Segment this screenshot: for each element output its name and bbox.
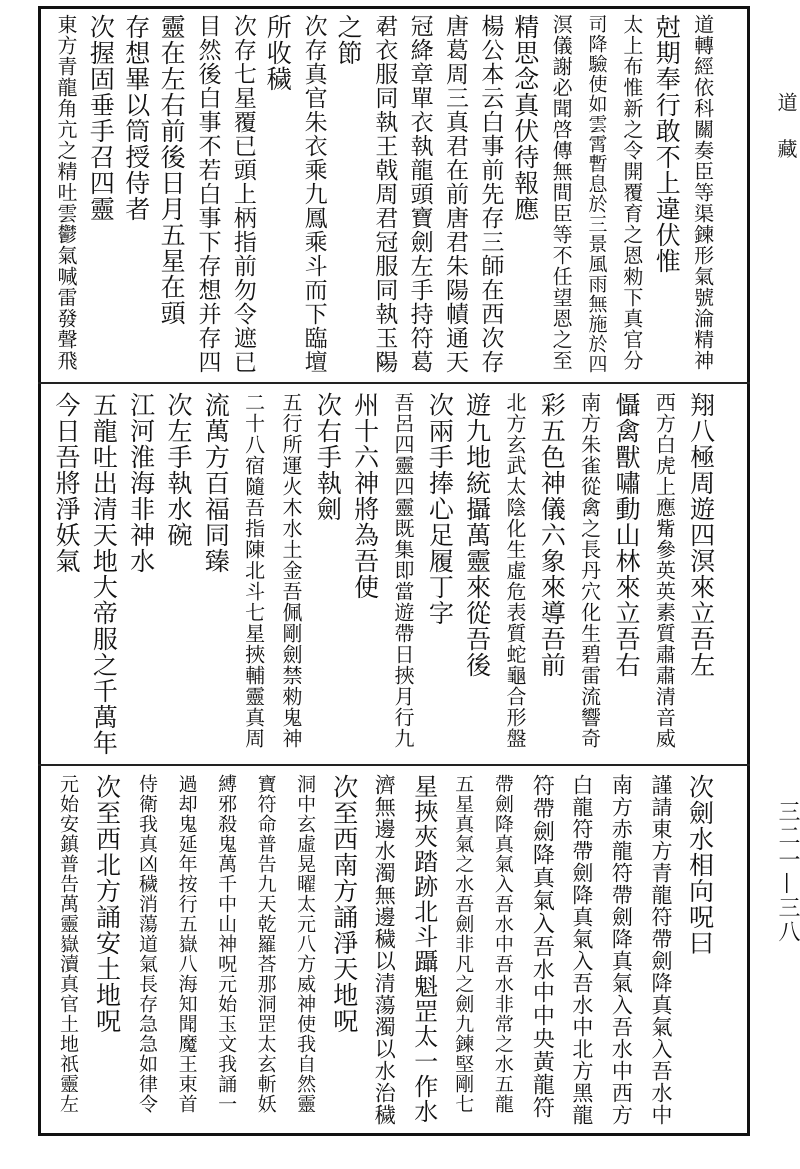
text-column: 翔八極周遊四溟來立吾左: [686, 392, 716, 678]
text-column: 次至西北方誦安土地呪: [92, 774, 122, 1034]
text-column: 次右手執劍: [313, 392, 343, 522]
text-column: 次存真官朱衣乘九鳳乘斗而下臨壇: [300, 14, 327, 374]
text-column: 精思念真伏待報應: [510, 14, 540, 222]
text-column: 過却鬼延年按行五嶽八海知聞魔王束首: [175, 774, 198, 1114]
punctuation-circle: [378, 355, 388, 365]
text-column: 流萬方百福同臻: [201, 392, 231, 574]
text-column: 尅期奉行敢不上違伏惟: [652, 14, 682, 274]
text-column: 白龍符帶劍降真氣入吾水中北方黑龍: [569, 774, 594, 1126]
text-column: 次左手執水碗: [164, 392, 193, 548]
text-column: 五龍吐出清天地大帝服之千萬年: [89, 392, 119, 756]
text-column: 目然後白事不若白事下存想并存四: [194, 14, 221, 374]
text-column: 懾禽獸嘯動山林來立吾右: [612, 392, 641, 678]
text-column: 太上布惟新之令開覆育之恩勑下真官分: [619, 14, 644, 371]
text-column: 帶劍降真氣入吾水中吾水非常之水五龍: [491, 774, 514, 1114]
text-column: 二十八宿隨吾指陳北斗七星挾輔靈真周: [241, 392, 266, 749]
text-column: 所收穢: [263, 14, 293, 92]
text-column: 符帶劍降真氣入吾水中中央黃龍符: [529, 774, 555, 1119]
text-column: 冠絳章單衣執龍頭寶劍左手持符葛: [406, 14, 433, 374]
text-column: 南方赤龍符帶劍降真氣入吾水中西方: [609, 774, 634, 1126]
text-column: 西方白虎上應觜參英英素質肅肅清音威: [652, 392, 677, 749]
text-column: 南方朱雀從禽之長丹穴化生碧雷流響奇: [577, 392, 602, 749]
text-column: 北方玄武太陰化生虛危表質蛇龜合形盤: [503, 392, 527, 749]
text-column: 洞中玄虛晃曜太元八方威神使我自然靈: [294, 774, 317, 1114]
text-column: 濟無邊水濁無邊穢以清蕩濁以水治穢: [372, 774, 397, 1126]
text-column: 謹請東方青龍符帶劍降真氣入吾水中: [648, 774, 673, 1126]
text-column: 東方青龍角亢之精吐雲鬱氣喊雷發聲飛: [54, 14, 78, 371]
text-column: 元始安鎮普告萬靈嶽瀆真官土地祇靈左: [57, 774, 79, 1114]
text-column: 次至西南方誦淨天地呪: [329, 774, 359, 1034]
text-column: 楊公本云白事前先存三師在西次存: [477, 14, 504, 374]
text-column: 次握固垂手召四靈: [86, 14, 116, 222]
text-column: 唐葛周三真君在前唐君朱陽幘通天: [442, 14, 469, 374]
text-column: 侍衛我真凶穢消蕩道氣長存急急如律令: [136, 774, 159, 1114]
text-column: 五星真氣之水吾劍非凡之劍九鍊堅剛七: [452, 774, 475, 1114]
text-column: 江河淮海非神水: [126, 392, 156, 574]
text-column: 彩五色神儀六象來導吾前: [537, 392, 567, 678]
text-column: 溟儀謝必聞啓傳無間臣等不任望恩之至: [549, 14, 574, 371]
text-column: 君衣服同執王戟周君冠服同執玉陽: [371, 14, 398, 374]
text-column: 星挾夾踏跡北斗躡魁罡太一作水: [409, 774, 438, 1124]
page-number: 三二一—三八: [775, 800, 800, 944]
text-column: 今日吾將淨妖氣: [52, 392, 81, 574]
punctuation-circle: [378, 22, 388, 32]
text-column: 靈在左右前後日月五星在頭: [157, 14, 187, 326]
text-column: 存想畢以筒授侍者: [121, 14, 151, 222]
text-column: 次劍水相向呪曰: [685, 774, 715, 956]
margin-title: 道 藏: [774, 92, 798, 169]
text-column: 遊九地統攝萬靈來從吾後: [462, 392, 492, 678]
text-column: 次存七星覆已頭上柄指前勿令遮已: [229, 14, 256, 374]
text-column: 縛邪殺鬼萬千中山神呪元始玉文我誦一: [215, 774, 238, 1114]
text-column: 州十六神將為吾使: [350, 392, 380, 600]
text-column: 道轉經依科關奏臣等渠鍊形氣號淪精神: [690, 14, 715, 371]
text-column: 司降驗使如雲霄暫息於三景風雨無施於四: [585, 14, 608, 374]
text-column: 吾呂四靈四靈既集即當遊帶日挾月行九: [391, 392, 415, 749]
text-column: 次兩手捧心足履丁字: [425, 392, 455, 626]
text-column: 之節: [333, 14, 363, 66]
text-column: 五行所運火木水土金吾佩剛劍禁勑鬼神: [279, 392, 303, 749]
text-column: 寶符命普告九天乾羅荅那洞罡太玄斬妖: [254, 774, 277, 1114]
